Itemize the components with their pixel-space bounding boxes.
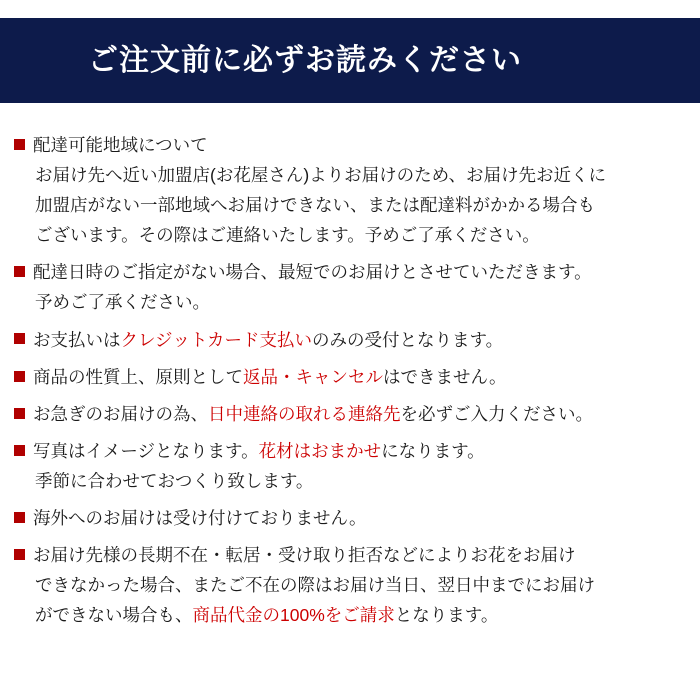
notice-item <box>14 399 686 429</box>
square-bullet-icon <box>14 371 25 382</box>
notice-text: 予めご了承ください。 <box>35 292 210 313</box>
notice-text: になります。 <box>381 440 485 461</box>
notice-text: 海外へのお届けは受け付けておりません。 <box>33 508 367 529</box>
notice-text: できなかった場合、またご不在の際はお届け当日、翌日中までにお届け <box>35 575 595 596</box>
highlighted-text: 商品代金の100%をご請求 <box>192 605 395 626</box>
notice-item <box>14 257 686 317</box>
highlighted-text: 日中連絡の取れる連絡先 <box>208 403 401 424</box>
notice-text: 配達可能地域について <box>33 135 208 155</box>
notice-body-line <box>14 160 686 190</box>
notice-heading-line <box>14 503 686 533</box>
notice-text: 商品の性質上、原則として <box>33 366 243 387</box>
notice-text: ができない場合も、 <box>35 605 193 626</box>
notice-text: お支払いは <box>33 329 121 350</box>
notice-item <box>14 325 686 355</box>
notice-body-line <box>14 570 686 600</box>
highlighted-text: クレジットカード支払い <box>120 329 313 350</box>
page-header-band <box>0 18 700 103</box>
notice-text: お急ぎのお届けの為、 <box>33 403 208 424</box>
notice-text: 写真はイメージとなります。 <box>33 440 259 461</box>
notice-item <box>14 436 686 496</box>
square-bullet-icon <box>14 408 25 419</box>
notice-heading-line <box>14 540 686 570</box>
notice-item <box>14 503 686 533</box>
notice-body-line <box>14 190 686 220</box>
page-title: ご注文前に必ずお読みください <box>88 43 522 77</box>
notice-body-line <box>14 220 686 250</box>
notice-text: 加盟店がない一部地域へお届けできない、または配達料がかかる場合も <box>35 195 595 216</box>
notice-text: お届け先様の長期不在・転居・受け取り拒否などによりお花をお届け <box>33 545 576 566</box>
notice-text: となります。 <box>394 605 499 626</box>
notice-item <box>14 540 686 630</box>
notice-text: のみの受付となります。 <box>312 329 504 350</box>
square-bullet-icon <box>14 512 25 523</box>
notice-text: 季節に合わせておつくり致します。 <box>35 470 314 491</box>
square-bullet-icon <box>14 549 25 560</box>
notice-text: お届け先へ近い加盟店(お花屋さん)よりお届けのため、お届け先お近くに <box>35 165 606 186</box>
notice-list <box>14 130 686 637</box>
square-bullet-icon <box>14 333 25 344</box>
notice-text: ございます。その際はご連絡いたします。予めご了承ください。 <box>35 225 540 246</box>
notice-body-line <box>14 466 686 496</box>
notice-heading-line <box>14 325 686 355</box>
square-bullet-icon <box>14 139 25 150</box>
notice-heading-line <box>14 436 686 466</box>
square-bullet-icon <box>14 266 25 277</box>
notice-text: はできません。 <box>383 366 507 387</box>
highlighted-text: 花材はおまかせ <box>258 440 382 461</box>
notice-heading-line <box>14 130 686 160</box>
notice-heading-line <box>14 399 686 429</box>
notice-body-line <box>14 287 686 317</box>
highlighted-text: 返品・キャンセル <box>243 366 383 387</box>
notice-heading-line <box>14 362 686 392</box>
notice-text: 配達日時のご指定がない場合、最短でのお届けとさせていただきます。 <box>33 262 592 283</box>
square-bullet-icon <box>14 445 25 456</box>
notice-text: を必ずご入力ください。 <box>400 403 593 424</box>
notice-item <box>14 130 686 250</box>
notice-body-line <box>14 600 686 630</box>
notice-heading-line <box>14 257 686 287</box>
notice-item <box>14 362 686 392</box>
